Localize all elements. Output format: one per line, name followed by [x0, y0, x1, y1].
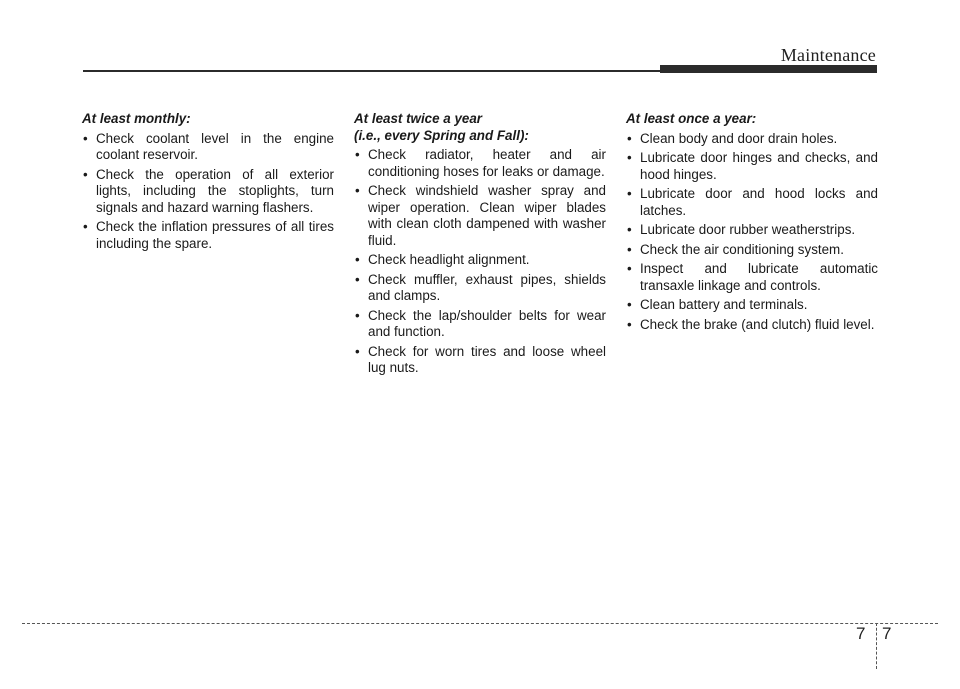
list-item: • Check the lap/shoulder belts for wear and function. — [354, 308, 606, 341]
list-item: • Check muffler, exhaust pipes, shields and clamps. — [354, 272, 606, 305]
list-item: • Check the operation of all exterior lights, including the stoplights, turn signals and hazard warning flashers. — [82, 167, 334, 217]
list-item: • Lubricate door rubber weatherstrips. — [626, 222, 878, 239]
checklist — [354, 147, 606, 377]
list-item: • Clean body and door drain holes. — [626, 131, 878, 148]
list-item: • Check the brake (and clutch) fluid level. — [626, 317, 878, 334]
list-item: • Check the inflation pressures of all tires including the spare. — [82, 219, 334, 252]
column-heading: At least monthly: — [82, 111, 191, 126]
list-item: • Inspect and lubricate automatic transaxle linkage and controls. — [626, 261, 878, 294]
page-number-divider — [876, 623, 877, 669]
list-item: • Clean battery and terminals. — [626, 297, 878, 314]
list-item: • Lubricate door and hood locks and latches. — [626, 186, 878, 219]
column-heading: At least twice a year (i.e., every Spring and Fall): — [354, 111, 529, 143]
column-once-a-year — [626, 111, 878, 336]
list-item: • Check the air conditioning system. — [626, 242, 878, 259]
column-monthly — [82, 111, 334, 255]
list-item: • Check windshield washer spray and wiper operation. Clean wiper blades with clean cloth dampened with washer fluid. — [354, 183, 606, 249]
list-item: • Check radiator, heater and air conditioning hoses for leaks or damage. — [354, 147, 606, 180]
chapter-number: 7 — [856, 624, 866, 643]
section-title: Maintenance — [780, 45, 876, 65]
column-twice-a-year — [354, 111, 606, 380]
header-rule-thin — [83, 70, 660, 72]
checklist — [626, 131, 878, 334]
checklist — [82, 131, 334, 253]
page-number: 7 — [882, 624, 892, 643]
list-item: • Check for worn tires and loose wheel lug nuts. — [354, 344, 606, 377]
column-heading: At least once a year: — [626, 111, 757, 126]
footer-dashed-rule — [22, 623, 938, 624]
list-item: • Check coolant level in the engine coolant reservoir. — [82, 131, 334, 164]
list-item: • Check headlight alignment. — [354, 252, 606, 269]
header-rule-thick — [660, 65, 877, 73]
list-item: • Lubricate door hinges and checks, and hood hinges. — [626, 150, 878, 183]
